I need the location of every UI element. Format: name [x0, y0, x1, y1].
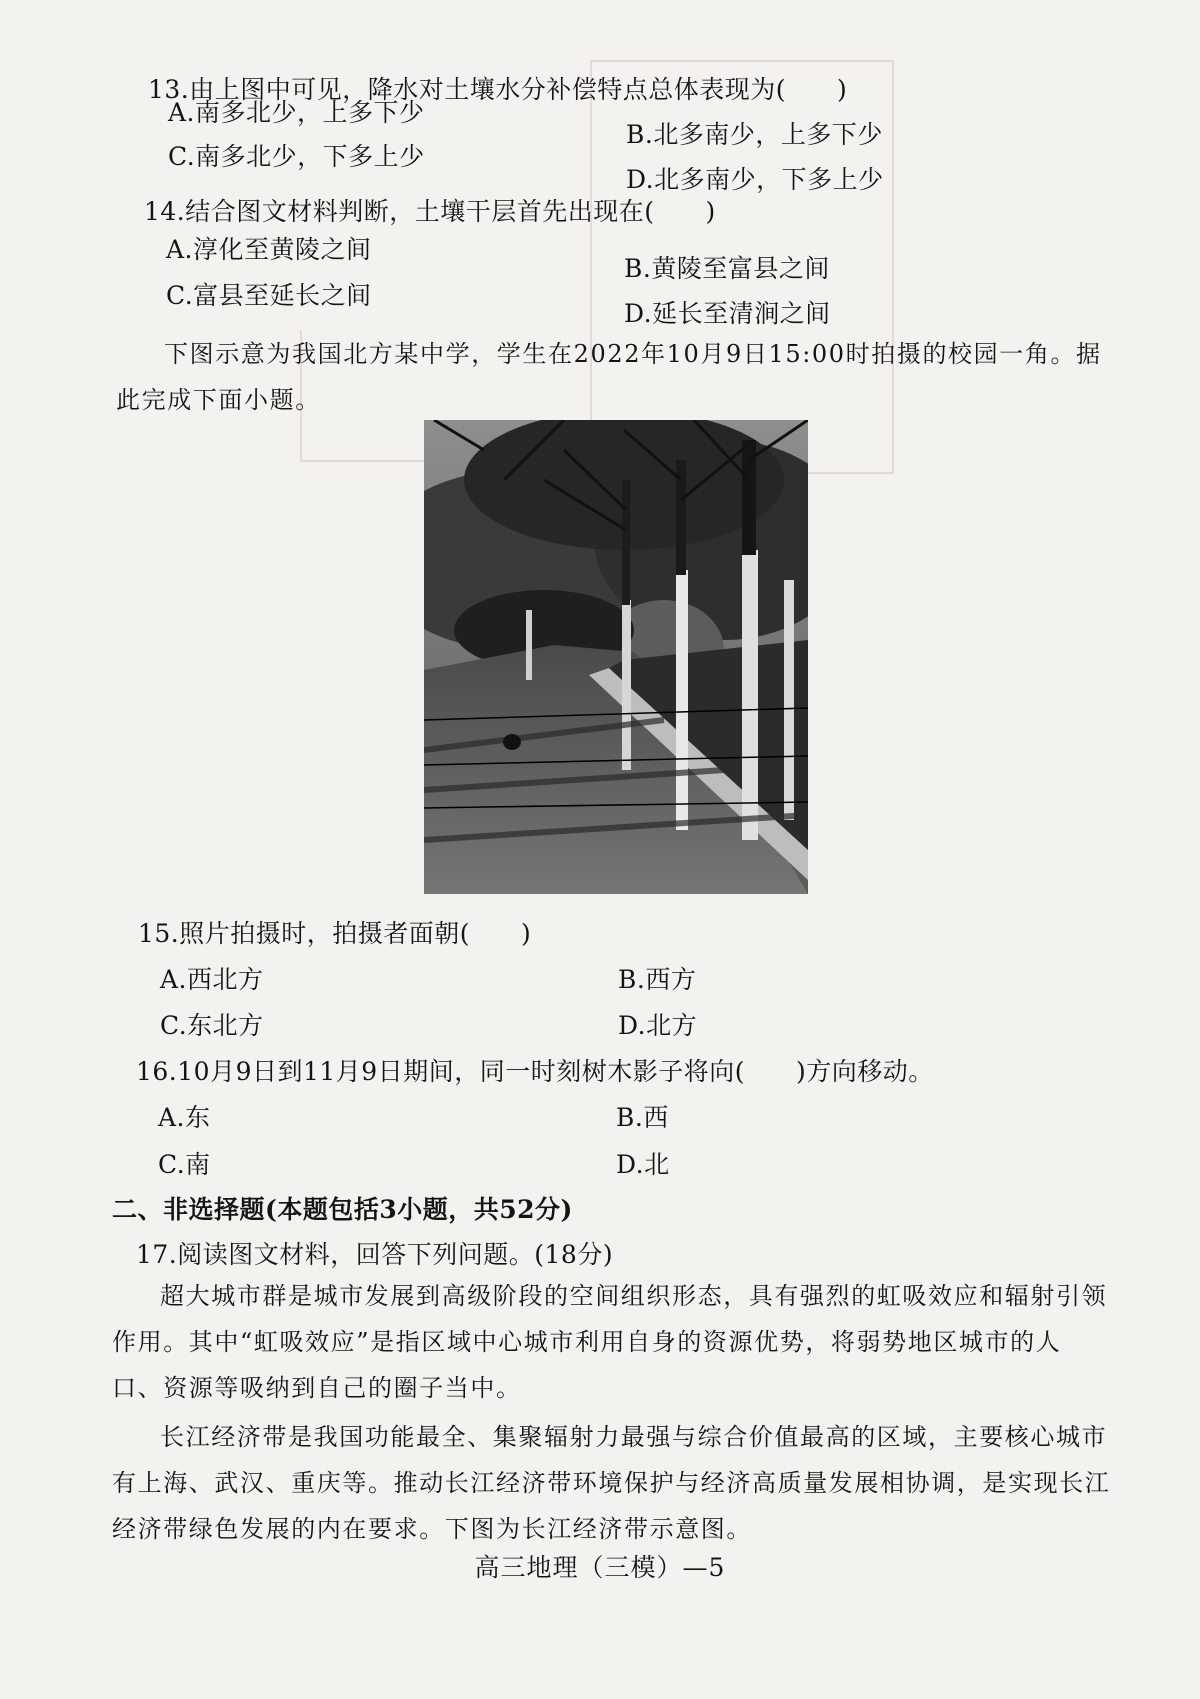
q15-option-b: B.西方	[618, 965, 697, 994]
photo-intro: 下图示意为我国北方某中学，学生在2022年10月9日15:00时拍摄的校园一角。据此完成下面小题。	[116, 340, 1102, 414]
q16-option-a: A.东	[158, 1103, 211, 1132]
q13-option-a: A.南多北少，上多下少	[168, 98, 425, 127]
q15-option-d: D.北方	[618, 1011, 698, 1040]
q17-paragraph-1: 超大城市群是城市发展到高级阶段的空间组织形态，具有强烈的虹吸效应和辐射引领作用。其中“虹吸效应”是指区域中心城市利用自身的资源优势，将弱势地区城市的人口、资源等吸纳到自己的圈子当中。	[112, 1282, 1108, 1402]
q14-option-d: D.延长至清涧之间	[624, 299, 831, 328]
q14-option-b: B.黄陵至富县之间	[624, 254, 830, 283]
q13-option-d: D.北多南少，下多上少	[626, 165, 884, 194]
campus-photo-image	[424, 420, 808, 894]
q16-option-b: B.西	[616, 1103, 669, 1132]
q15-option-a: A.西北方	[160, 965, 264, 994]
q13-option-b: B.北多南少，上多下少	[626, 120, 883, 149]
q13-stem: 13.由上图中可见，降水对土壤水分补偿特点总体表现为( )	[148, 75, 848, 104]
q14-option-a: A.淳化至黄陵之间	[166, 235, 372, 264]
q17-stem: 17.阅读图文材料，回答下列问题。(18分)	[136, 1240, 614, 1269]
campus-photo	[424, 420, 808, 894]
page-footer: 高三地理（三模）—5	[474, 1553, 726, 1582]
q16-option-c: C.南	[158, 1150, 211, 1179]
q15-option-c: C.东北方	[160, 1011, 264, 1040]
q15-stem: 15.照片拍摄时，拍摄者面朝( )	[138, 919, 532, 948]
q16-stem: 16.10月9日到11月9日期间，同一时刻树木影子将向( )方向移动。	[136, 1057, 934, 1086]
q16-option-d: D.北	[616, 1150, 670, 1179]
q17-paragraph-2: 长江经济带是我国功能最全、集聚辐射力最强与综合价值最高的区域，主要核心城市有上海、武汉、重庆等。推动长江经济带环境保护与经济高质量发展相协调，是实现长江经济带绿色发展的内在要求。下图为长江经济带示意图。	[112, 1423, 1111, 1543]
q13-option-c: C.南多北少，下多上少	[168, 142, 425, 171]
section-heading: 二、非选择题(本题包括3小题，共52分)	[112, 1195, 573, 1224]
q14-stem: 14.结合图文材料判断，土壤干层首先出现在( )	[144, 197, 716, 226]
q14-option-c: C.富县至延长之间	[166, 281, 372, 310]
